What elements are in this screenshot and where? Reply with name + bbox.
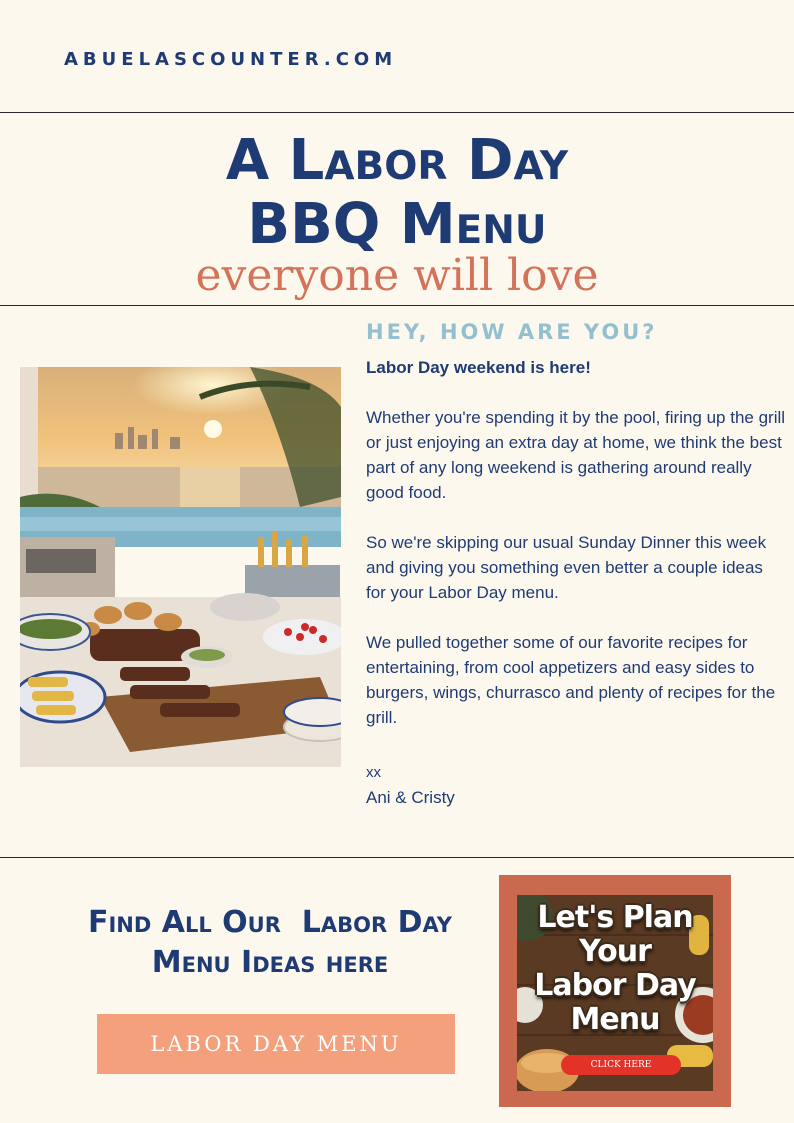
cta-heading xyxy=(60,905,480,981)
intro-paragraph: We pulled together some of our favorite recipes for entertaining, from cool appetizers and easy sides to burgers, wings, churrasco and plenty of recipes for the grill. xyxy=(366,633,776,727)
greeting-heading: HEY, HOW ARE YOU? xyxy=(366,320,658,344)
lead-text: Labor Day weekend is here! xyxy=(366,358,591,377)
promo-image[interactable] xyxy=(517,895,713,1091)
intro-paragraph: So we're skipping our usual Sunday Dinner this week and giving you something even better a couple ideas for your Labor Day menu. xyxy=(366,533,767,602)
page-title-line2: BBQ Menu xyxy=(247,192,547,257)
site-name[interactable]: ABUELASCOUNTER.COM xyxy=(64,49,398,70)
cta-heading-line1: Find All Our Labor Day xyxy=(88,905,452,940)
signature: Ani & Cristy xyxy=(366,788,455,807)
signoff: xx xyxy=(366,764,381,781)
promo-card[interactable] xyxy=(499,875,731,1107)
promo-title xyxy=(517,901,713,1037)
labor-day-menu-button[interactable]: LABOR DAY MENU xyxy=(97,1014,455,1074)
cta-heading-line2: Menu Ideas here xyxy=(151,945,389,980)
promo-title-line3: Labor Day xyxy=(534,968,696,1003)
promo-title-line1: Let's Plan xyxy=(537,900,693,935)
divider xyxy=(0,857,794,858)
divider xyxy=(0,305,794,306)
promo-title-line2: Your xyxy=(579,934,651,969)
divider xyxy=(0,112,794,113)
page-tagline: everyone will love xyxy=(195,250,599,301)
click-here-button[interactable]: CLICK HERE xyxy=(561,1055,681,1075)
promo-title-line4: Menu xyxy=(570,1002,660,1037)
intro-paragraph: Whether you're spending it by the pool, firing up the grill or just enjoying an extra day at home, we think the best part of any long weekend is gathering around really good food. xyxy=(366,408,786,502)
page-title-line1: A Labor Day xyxy=(225,128,569,193)
bbq-poolside-photo xyxy=(20,367,341,767)
